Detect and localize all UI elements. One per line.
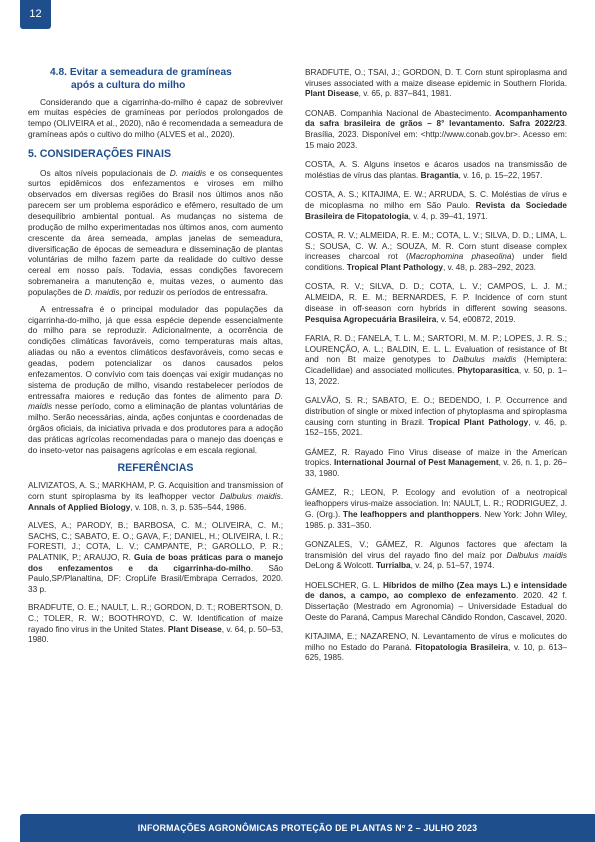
references-left-list	[28, 481, 283, 646]
reference-entry: HOELSCHER, G. L. Híbridos de milho (Zea mays L.) e intensidade de danos, a campo, ao complexo de enfezamento. 2020. 42 f. Dissertação (Mestrado em Agronomia) – Universidade Estadual do Oeste do Paraná, Campus Marechal Cândido Rondon, Cascavel, 2020.	[305, 580, 567, 622]
right-column	[305, 68, 567, 673]
section-4-8-paragraph: Considerando que a cigarrinha-do-milho é capaz de sobreviver em muitas espécies de gramíneas por períodos prolongados de tempo (OLIVEIRA et al., 2020), não é recomendada a semeadura de gramíneas após o cultivo do milho (ALVES et al., 2020).	[28, 96, 283, 140]
reference-entry: ALIVIZATOS, A. S.; MARKHAM, P. G. Acquisition and transmission of corn stunt spiroplasma by its leafhopper vector Dalbulus maidis. Annals of Applied Biology, v. 108, n. 3, p. 535–544, 1986.	[28, 481, 283, 512]
section-5-paragraph-2: A entressafra é o principal modulador das populações da cigarrinha-do-milho, já que essa espécie depende essencialmente do milho para se reproduzir. Adicionalmente, a ocorrência de condições climáticas favoráveis, como temperaturas mais altas, aliadas ou não a eventos climáticos desfavoráveis, como secas e geadas, podem potencializar os danos causados pelos enfezamentos. O convívio com tais doenças vai exigir mudanças no sistema de produção de milho, visando restabelecer períodos de entressafra maiores e redução das fontes de alimento para D. maidis nesse período, como a eliminação de plantas voluntárias de milho. Serão necessárias, ainda, ações conjuntas e coordenadas de órgãos oficiais, da iniciativa privada e dos produtores para a adoção das práticas agrícolas recomendadas para o manejo das doenças e do inseto-vetor nas paisagens agrícolas e em escala regional.	[28, 303, 283, 455]
section-5-title: 5. CONSIDERAÇÕES FINAIS	[28, 147, 172, 160]
reference-entry: CONAB. Companhia Nacional de Abastecimento. Acompanhamento da safra brasileira de grãos – 8° levantamento. Safra 2022/23. Brasília, 2023. Disponível em: <http://www.conab.gov.br>. Acesso em: 15 maio 2023.	[305, 108, 567, 150]
reference-entry: GÁMEZ, R.; LEON, P. Ecology and evolution of a neotropical leafhoppers virus-maize association. In: NAULT, L. R.; RODRIGUEZ, J. G. (Org.). The leafhoppers and planthoppers. New York: John Wiley, 1985. p. 331–350.	[305, 488, 567, 530]
reference-entry: ALVES, A.; PARODY, B.; BARBOSA, C. M.; OLIVEIRA, C. M.; SACHS, C.; SABATO, E. O.; GAVA, F.; DANIEL, H.; OLIVEIRA, I. R.; FORESTI, J.; COTA, L. V.; CAMPANTE, P.; GAROLLO, P. R.; PALATNIK, P.; ARAUJO, R. Guia de boas práticas para o manejo dos enfezamentos e da cigarrinha-do-milho. São Paulo,SP/Planaltina, DF: CropLife Brasil/Embrapa Cerrados, 2020. 33 p.	[28, 520, 284, 595]
reference-entry: COSTA, R. V.; SILVA, D. D.; COTA, L. V.; CAMPOS, L. J. M.; ALMEIDA, R. E. M.; BERNARDES, F. P. Incidence of corn stunt disease in off-season corn hybrids in different sowing seasons. Pesquisa Agropecuária Brasileira, v. 54, e00872, 2019.	[305, 282, 567, 324]
left-column	[28, 66, 283, 654]
section-4-8-title	[28, 66, 283, 93]
references-title: REFERÊNCIAS	[117, 461, 194, 474]
references-right-list	[305, 68, 567, 664]
page-number: 12	[20, 0, 51, 29]
reference-entry: KITAJIMA, E.; NAZARENO, N. Levantamento de vírus e molicutes do milho no Estado do Paraná. Fitopatologia Brasileira, v. 10, p. 613–625, 1985.	[305, 632, 568, 663]
reference-entry: COSTA, R. V.; ALMEIDA, R. E. M.; COTA, L. V.; SILVA, D. D.; LIMA, L. S.; SOUSA, C. W. A.; SOUZA, M. R. Corn stunt disease complex increases charcoal rot (Macrophomina phaseolina) under field conditions. Tropical Plant Pathology, v. 48, p. 283–292, 2023.	[305, 231, 567, 273]
section-title-line1: 4.8. Evitar a semeadura de gramíneas	[50, 67, 232, 78]
section-5-paragraph-1: Os altos níveis populacionais de D. maidis e os consequentes surtos epidêmicos dos enfezamentos e viroses em milho observados em diversas regiões do Brasil nos últimos anos não parecem ser um problema esporádico e efêmero, resultado de um desequilíbrio ambiental pontual. As mudanças no sistema de produção de milho experimentadas nos últimos anos, com aumento crescente da área semeada, amplas janelas de semeadura, diversificação de épocas de semeadura e disseminação de plantas voluntárias de milho fazem parte da realidade do cultivo desse cereal em nosso país. Todavia, essas condições favorecem sobremaneira a manutenção e, muitas vezes, o aumento das populações de D. maidis, por reduzir os períodos de entressafra.	[28, 167, 283, 297]
reference-entry: BRADFUTE, O.; TSAI, J.; GORDON, D. T. Corn stunt spiroplasma and viruses associated with a maize disease epidemic in Southern Florida. Plant Disease, v. 65, p. 837–841, 1981.	[305, 68, 567, 99]
footer-banner: INFORMAÇÕES AGRONÔMICAS PROTEÇÃO DE PLANTAS Nº 2 – JULHO 2023	[20, 814, 595, 842]
reference-entry: GÁMEZ, R. Rayado Fino Virus disease of maize in the American tropics. International Journal of Pest Management, v. 26, n. 1, p. 26–33, 1980.	[305, 447, 567, 479]
reference-entry: COSTA, A. S. Alguns insetos e ácaros usados na transmissão de moléstias de vírus das plantas. Bragantia, v. 16, p. 15–22, 1957.	[305, 160, 567, 180]
reference-entry: COSTA, A. S.; KITAJIMA, E. W.; ARRUDA, S. C. Moléstias de vírus e de micoplasma no milho em São Paulo. Revista da Sociedade Brasileira de Fitopatologia, v. 4, p. 39–41, 1971.	[305, 190, 567, 221]
reference-entry: BRADFUTE, O. E.; NAULT, L. R.; GORDON, D. T.; ROBERTSON, D. C.; TOLER, R. W.; BOOTHROYD, C. W. Identification of maize rayado fino virus in the United States. Plant Disease, v. 64, p. 50–53, 1980.	[28, 603, 283, 645]
reference-entry: FARIA, R. D.; FANELA, T. L. M.; SARTORI, M. M. P.; LOPES, J. R. S.; LOURENÇÃO, A. L.; BALDIN, E. L. L. Evaluation of resistance of Bt and non Bt maize genotypes to Dalbulus maidis (Hemiptera: Cicadellidae) and associated mollicutes. Phytoparasitica, v. 50, p. 1–13, 2022.	[305, 333, 568, 386]
section-title-line2: após a cultura do milho	[71, 80, 186, 92]
reference-entry: GONZALES, V.; GÁMEZ, R. Algunos factores que afectam la transmisión del virus del rayado fino del maíz por Dalbulus maidis DeLong & Wolcott. Turrialba, v. 24, p. 51–57, 1974.	[305, 539, 567, 571]
reference-entry: GALVÃO, S. R.; SABATO, E. O.; BEDENDO, I. P. Occurrence and distribution of single or mixed infection of phytoplasma and spiroplasma causing corn stunting in Brazil. Tropical Plant Pathology, v. 46, p. 152–155, 2021.	[305, 396, 568, 438]
